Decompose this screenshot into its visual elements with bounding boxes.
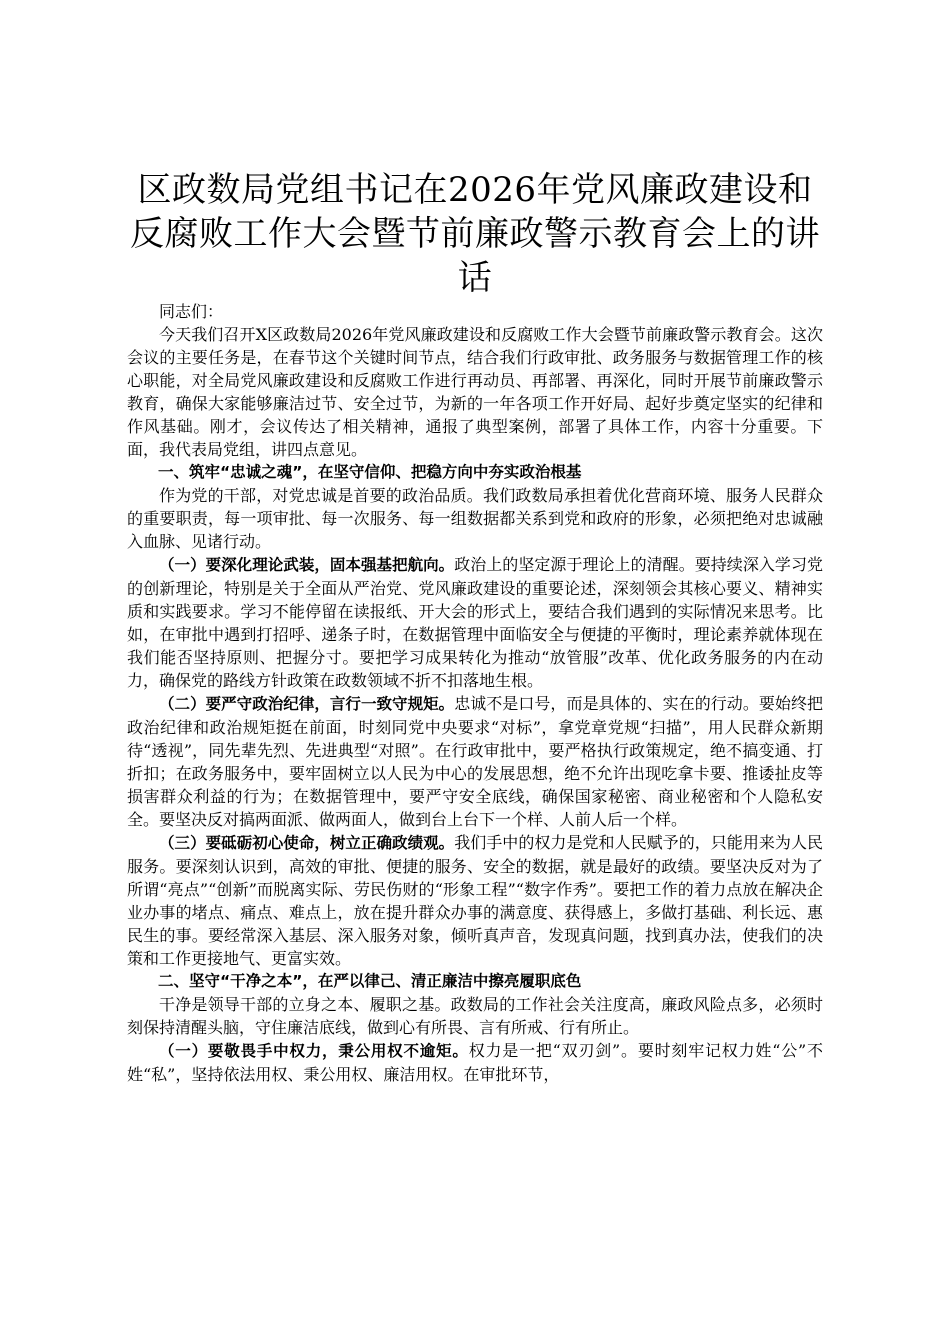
subsection-paragraph: [127, 831, 823, 970]
intro-paragraph: 今天我们召开X区政数局2026年党风廉政建设和反腐败工作大会暨节前廉政警示教育会。这次会议的主要任务是，在春节这个关键时间节点，结合我们行政审批、政务服务与数据管理工作的核心职能，对全局党风廉政建设和反腐败工作进行再动员、再部署、再深化，同时开展节前廉政警示教育，确保大家能够廉洁过节、安全过节，为新的一年各项工作开好局、起好步奠定坚实的纪律和作风基础。刚才，会议传达了相关精神，通报了典型案例，部署了具体工作，内容十分重要。下面，我代表局党组，讲四点意见。: [127, 325, 823, 459]
subsection-text: 忠诚不是口号，而是具体的、实在的行动。要始终把政治纪律和政治规矩挺在前面，时刻同党中央要求“对标”，拿党章党规“扫描”，用人民群众新期待“透视”，同先辈先烈、先进典型“对照”。在行政审批中，要严格执行政策规定，绝不搞变通、打折扣；在政务服务中，要牢固树立以人民为中心的发展思想，绝不允许出现吃拿卡要、推诿扯皮等损害群众利益的行为；在数据管理中，要严守安全底线，确保国家秘密、商业秘密和个人隐私安全。要坚决反对搞两面派、做两面人，做到台上台下一个样、人前人后一个样。: [127, 694, 823, 829]
subsection-lead: （一）要深化理论武装，固本强基把航向。: [159, 556, 455, 574]
subsection-text: 政治上的坚定源于理论上的清醒。要持续深入学习党的创新理论，特别是关于全面从严治党、党风廉政建设的重要论述，深刻领会其核心要义、精神实质和实践要求。学习不能停留在读报纸、开大会的形式上，要结合我们遇到的实际情况来思考。比如，在审批中遇到打招呼、递条子时，在数据管理中面临安全与便捷的平衡时，理论素养就体现在我们能否坚持原则、把握分寸。要把学习成果转化为推动“放管服”改革、优化政务服务的内在动力，确保党的路线方针政策在政数领域不折不扣落地生根。: [127, 555, 823, 690]
title-line: 区政数局党组书记在2026年党风廉政建设和: [137, 170, 813, 210]
section-intro-paragraph: 干净是领导干部的立身之本、履职之基。政数局的工作社会关注度高，廉政风险点多，必须时刻保持清醒头脑，守住廉洁底线，做到心有所畏、言有所戒、行有所止。: [127, 995, 823, 1037]
section-heading: 二、坚守“干净之本”，在严以律己、清正廉洁中擦亮履职底色: [158, 972, 582, 990]
section-heading: 一、筑牢“忠诚之魂”，在坚守信仰、把稳方向中夯实政治根基: [158, 463, 582, 481]
title-line: 反腐败工作大会暨节前廉政警示教育会上的讲: [130, 214, 820, 254]
document-title: [110, 168, 840, 300]
subsection-text: 权力是一把“双刃剑”。要时刻牢记权力姓“公”不姓“私”，坚持依法用权、秉公用权、廉洁用权。在审批环节，: [127, 1041, 823, 1084]
document-body: [127, 300, 823, 1086]
subsection-paragraph: [127, 692, 823, 831]
salutation: 同志们：: [159, 302, 224, 321]
subsection-text: 我们手中的权力是党和人民赋予的，只能用来为人民服务。要深刻认识到，高效的审批、便捷的服务、安全的数据，就是最好的政绩。要坚决反对为了所谓“亮点”“创新”而脱离实际、劳民伤财的“形象工程”“数字作秀”。要把工作的着力点放在解决企业办事的堵点、痛点、难点上，放在提升群众办事的满意度、获得感上，多做打基础、利长远、惠民生的事。要经常深入基层、深入服务对象，倾听真声音，发现真问题，找到真办法，使我们的决策和工作更接地气、更富实效。: [127, 833, 823, 968]
title-line: 话: [457, 258, 493, 298]
subsection-lead: （二）要严守政治纪律，言行一致守规矩。: [159, 695, 455, 713]
subsection-paragraph: [127, 553, 823, 692]
subsection-paragraph: [127, 1039, 823, 1086]
section-intro-paragraph: 作为党的干部，对党忠诚是首要的政治品质。我们政数局承担着优化营商环境、服务人民群众的重要职责，每一项审批、每一次服务、每一组数据都关系到党和政府的形象，必须把绝对忠诚融入血脉、见诸行动。: [127, 486, 823, 551]
subsection-lead: （一）要敬畏手中权力，秉公用权不逾矩。: [159, 1042, 469, 1060]
subsection-lead: （三）要砥砺初心使命，树立正确政绩观。: [159, 834, 455, 852]
